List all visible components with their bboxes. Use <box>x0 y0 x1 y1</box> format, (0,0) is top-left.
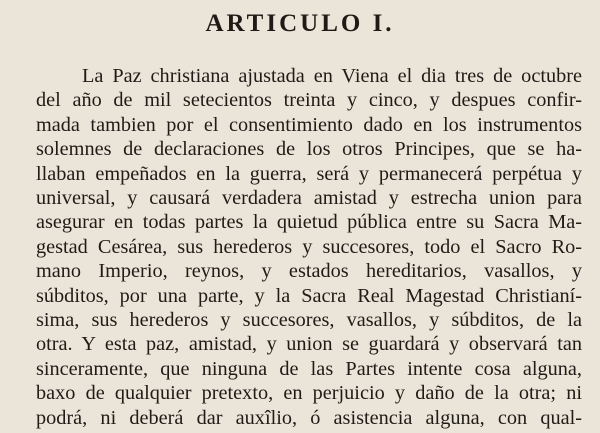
text-line: súbditos, por una parte, y la Sacra Real Magestad Christianí- <box>36 284 582 307</box>
text-line: otra. Y esta paz, amistad, y union se guardará y observará tan <box>36 333 582 356</box>
text-line: baxo de qualquier pretexto, en perjuicio y daño de la otra; ni <box>36 382 582 405</box>
text-line: podrá, ni deberá dar auxîlio, ó asistencia alguna, con qual- <box>36 406 582 429</box>
text-line: gestad Cesárea, sus herederos y succesores, todo el Sacro Ro- <box>36 235 582 258</box>
text-line: La Paz christiana ajustada en Viena el dia tres de octubre <box>82 65 582 87</box>
article-body <box>36 64 582 430</box>
text-line: sinceramente, que ninguna de las Partes intente cosa alguna, <box>36 357 582 380</box>
text-line: solemnes de declaraciones de los otros Principes, que se ha- <box>36 138 582 161</box>
text-line: asegurar en todas partes la quietud pública entre su Sacra Ma- <box>36 211 582 234</box>
text-line: llaban empeñados en la guerra, será y permanecerá perpétua y <box>36 162 582 185</box>
article-title: ARTICULO I. <box>205 10 395 37</box>
text-line: del año de mil setecientos treinta y cinco, y despues confir- <box>36 89 582 112</box>
text-line: mano Imperio, reynos, y estados hereditarios, vasallos, y <box>36 260 582 283</box>
text-line: mada tambien por el consentimiento dado en los instrumentos <box>36 113 582 136</box>
text-line: sima, sus herederos y succesores, vasallos, y súbditos, de la <box>36 309 582 332</box>
text-line: universal, y causará verdadera amistad y estrecha union para <box>36 187 582 210</box>
